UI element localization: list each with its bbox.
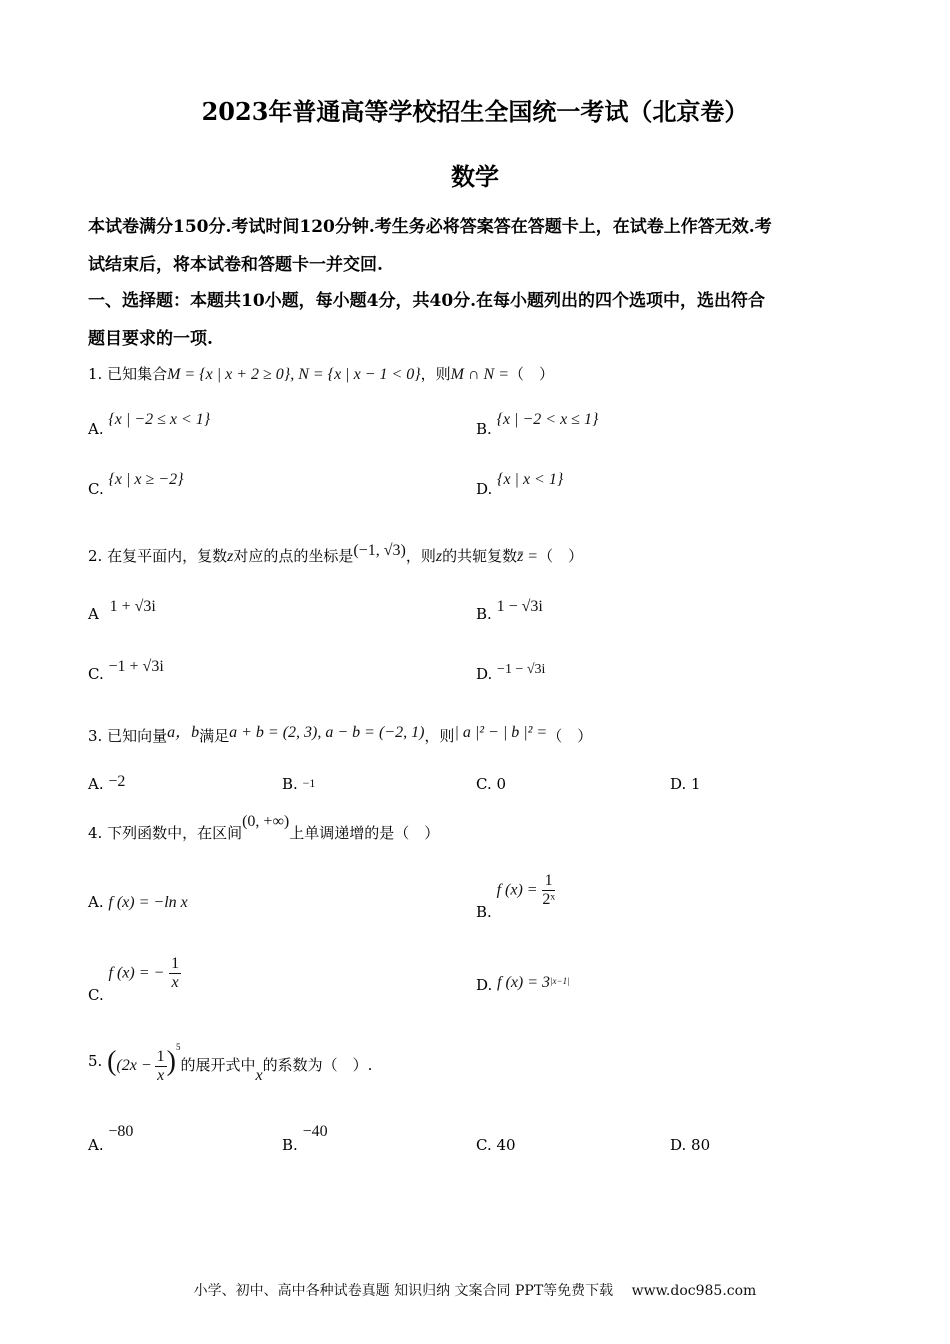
question-text: 的系数为（ ）. [262, 1056, 373, 1074]
option-d [670, 1136, 710, 1154]
option-b [282, 775, 315, 793]
option-c [88, 658, 164, 684]
option-label: A. [88, 775, 104, 793]
option-text: 80 [691, 1136, 711, 1154]
math-variable: x [255, 1067, 263, 1084]
option-label: D. [476, 480, 493, 498]
option-math: f (x) = − [108, 964, 165, 982]
question-text: 的共轭复数 [442, 547, 518, 565]
option-label: A. [88, 1136, 104, 1154]
option-d [476, 471, 564, 499]
math-expression: M ∩ N = [450, 366, 510, 383]
fraction-denominator: 2ˣ [542, 891, 555, 908]
subject-title: 数学 [451, 162, 499, 191]
math-expression: (0, +∞) [242, 813, 290, 830]
option-math: f (x) = −ln x [108, 894, 188, 911]
option-math: f (x) = [496, 881, 538, 899]
option-label: C. [476, 1136, 492, 1154]
fraction-numerator: 1 [171, 955, 180, 972]
fraction-numerator: 1 [542, 872, 555, 891]
option-math: {x | x ≥ −2} [108, 471, 184, 488]
option-b [476, 411, 599, 439]
option-math: −2 [108, 773, 126, 790]
option-text: 1 [691, 775, 701, 793]
option-math: −1 + √3i [108, 658, 164, 675]
option-math: −1 − √3i [497, 662, 546, 677]
question-1 [88, 363, 554, 384]
option-c [88, 471, 184, 499]
instructions-line-1: 本试卷满分150分.考试时间120分钟.考生务必将答案答在答题卡上，在试卷上作答无效.考 [88, 217, 772, 237]
question-text: 2. 在复平面内，复数 [88, 547, 228, 565]
answer-blank: （ ） [538, 547, 584, 565]
option-math: f (x) = 3 [497, 974, 551, 991]
question-text: 4. 下列函数中，在区间 [88, 824, 243, 842]
option-math: 1 + √3i [109, 598, 156, 615]
option-b [476, 598, 543, 624]
option-c [476, 775, 506, 793]
option-math: 1 − √3i [496, 598, 543, 615]
option-text: 40 [496, 1136, 516, 1154]
option-label: D. [670, 1136, 687, 1154]
section-heading-line-2: 题目要求的一项. [88, 329, 213, 349]
answer-blank: （ ） [509, 365, 555, 383]
option-label: C. [88, 480, 104, 498]
option-d [476, 976, 570, 995]
option-a [88, 1123, 134, 1155]
option-math: −40 [302, 1123, 328, 1140]
option-label: B. [476, 420, 492, 438]
math-expression: | a |² − | b |² = [454, 724, 548, 741]
option-label: D. [476, 665, 493, 683]
question-text: 1. 已知集合 [88, 365, 168, 383]
option-label: B. [476, 605, 492, 623]
question-text: 5. [88, 1052, 103, 1070]
fraction [155, 1048, 167, 1085]
fraction [542, 872, 555, 909]
option-a [88, 598, 156, 624]
answer-blank: （ ） [547, 727, 593, 745]
fraction-denominator: x [171, 974, 179, 991]
math-expression: (2x − [116, 1057, 152, 1074]
fraction-denominator: x [157, 1066, 165, 1084]
question-4 [88, 813, 440, 843]
page-footer: 小学、初中、高中各种试卷真题 知识归纳 文案合同 PPT等免费下载 www.doc985.com [193, 1283, 757, 1299]
question-text: 的展开式中 [180, 1056, 256, 1074]
option-a [88, 411, 211, 439]
option-label: A. [88, 893, 104, 911]
math-expression: M = {x | x + 2 ≥ 0}, N = {x | x − 1 < 0} [167, 366, 421, 383]
question-text: ，则 [405, 547, 436, 565]
option-math: {x | x < 1} [497, 471, 564, 488]
option-label: C. [476, 775, 492, 793]
math-variable: a，b [167, 724, 200, 741]
option-d [476, 662, 546, 684]
exam-title: 2023年普通高等学校招生全国统一考试（北京卷） [201, 97, 749, 126]
option-label: B. [282, 1136, 298, 1154]
option-label: D. [670, 775, 687, 793]
option-label: C. [88, 985, 104, 1004]
instructions-line-2: 试结束后，将本试卷和答题卡一并交回. [88, 255, 383, 275]
option-c [88, 955, 181, 1004]
math-variable: z [435, 548, 443, 565]
question-text: 满足 [199, 727, 230, 745]
option-b [476, 872, 555, 921]
option-label: C. [88, 665, 104, 683]
math-expression: a + b = (2, 3), a − b = (−2, 1) [229, 724, 425, 741]
fraction [169, 955, 181, 992]
option-a [88, 775, 125, 794]
option-d [670, 775, 701, 793]
question-5: 5. ((2x − $\frac{1}{x}$ )$^5$的展开式中x的系数为（ ）. [88, 1042, 373, 1084]
question-text: ，则 [420, 365, 451, 383]
option-math: −80 [108, 1123, 134, 1140]
option-label: A [88, 605, 99, 623]
question-2 [88, 542, 584, 566]
fraction-numerator: 1 [156, 1047, 165, 1065]
option-label: A. [88, 420, 104, 438]
question-text: ，则 [424, 727, 455, 745]
option-label: B. [282, 775, 298, 793]
option-math: −1 [302, 776, 316, 790]
math-variable: z [227, 548, 234, 565]
option-math: {x | −2 < x ≤ 1} [496, 411, 599, 428]
option-text: 0 [496, 775, 507, 793]
exponent: 5 [175, 1042, 181, 1052]
exponent: |x−1| [550, 976, 570, 986]
math-expression: z̄ = [517, 548, 539, 565]
math-expression: ) [166, 1046, 176, 1077]
option-math: {x | −2 ≤ x < 1} [108, 411, 211, 428]
question-text: 对应的点的坐标是 [233, 547, 354, 565]
option-a [88, 893, 188, 912]
math-expression: (−1, √3) [353, 542, 406, 559]
question-3 [88, 723, 592, 746]
question-text: 3. 已知向量 [88, 727, 168, 745]
question-text: 上单调递增的是（ ） [289, 824, 440, 842]
option-b [282, 1123, 328, 1155]
option-label: D. [476, 976, 493, 994]
option-label: B. [476, 902, 492, 921]
section-heading-line-1: 一、选择题：本题共10小题，每小题4分，共40分.在每小题列出的四个选项中，选出符合 [88, 291, 766, 311]
option-c [476, 1136, 516, 1154]
